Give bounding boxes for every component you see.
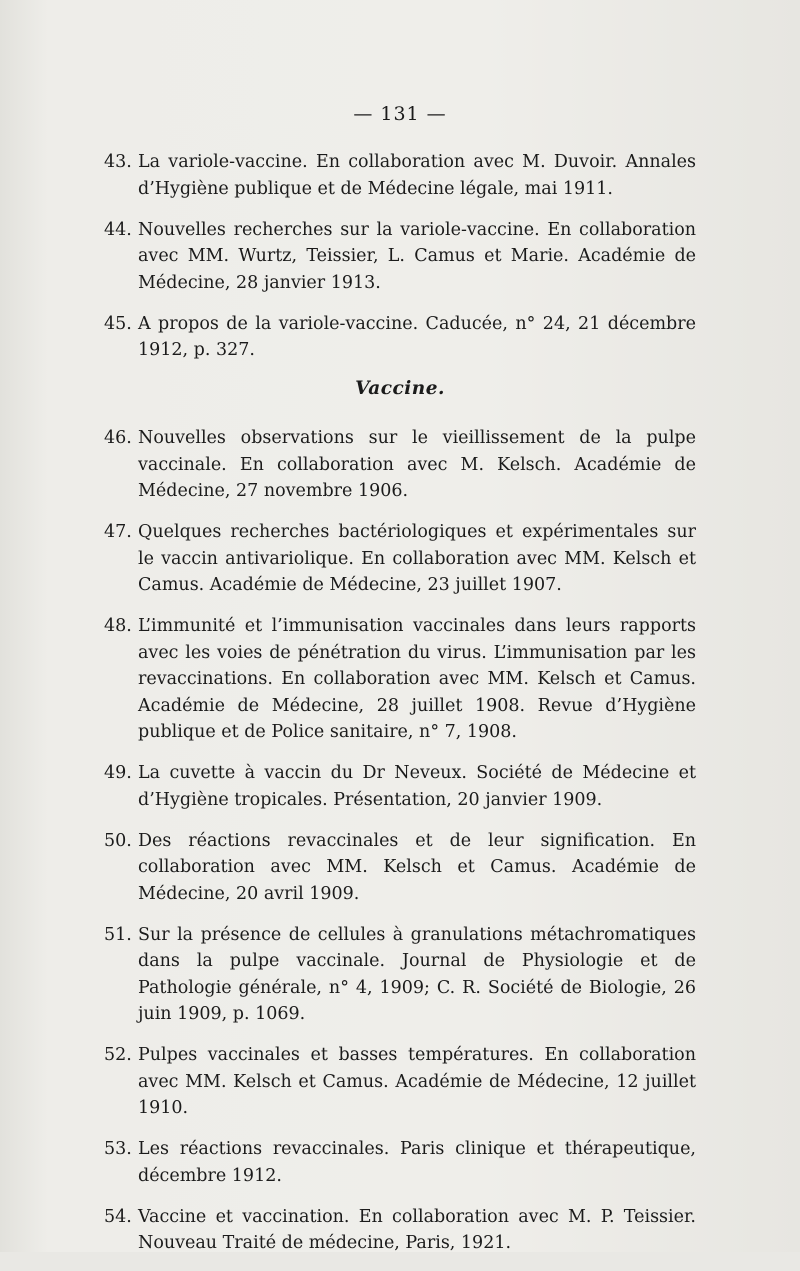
bibliography-entry <box>104 613 696 746</box>
bibliography-entry <box>104 760 696 813</box>
entry-text: Sur la présence de cellules à granulations métachromatiques dans la pulpe vaccinale. Journal de Physiologie et de Pathologie générale, n° 4, 1909; C. R. Société de Biologie, 26 juin 1909, p. 1069. <box>138 924 696 1024</box>
entry-number: 50. <box>104 830 132 851</box>
entry-text: Quelques recherches bactériologiques et expérimentales sur le vaccin antivariolique. En collaboration avec MM. Kelsch et Camus. Académie de Médecine, 23 juillet 1907. <box>138 522 696 595</box>
entry-text: Les réactions revaccinales. Paris clinique et thérapeutique, décembre 1912. <box>138 1139 696 1186</box>
entry-text: Pulpes vaccinales et basses températures. En collaboration avec MM. Kelsch et Camus. Académie de Médecine, 12 juillet 1910. <box>138 1045 696 1118</box>
entry-text: L’immunité et l’immunisation vaccinales dans leurs rapports avec les voies de pénétration du virus. L’immunisation par les revaccinations. En collaboration avec MM. Kelsch et Camus. Académie de Médecine, 28 juillet 1908. Revue d’Hygiène publique et de Police sanitaire, n° 7, 1908. <box>138 616 696 742</box>
entry-text: La cuvette à vaccin du Dr Neveux. Société de Médecine et d’Hygiène tropicales. Présentation, 20 janvier 1909. <box>138 763 696 810</box>
entry-number: 43. <box>104 152 132 172</box>
bibliography-entry <box>104 1136 696 1189</box>
section-heading: Vaccine. <box>355 378 445 399</box>
entry-number: 53. <box>104 1139 132 1159</box>
entry-number: 44. <box>104 219 132 240</box>
entry-text: Vaccine et vaccination. En collaboration avec M. P. Teissier. Nouveau Traité de médecine, Paris, 1921. <box>138 1206 696 1253</box>
entry-number: 45. <box>104 313 132 334</box>
bibliography-entry <box>104 1042 696 1122</box>
entry-number: 51. <box>104 924 132 945</box>
bibliography-entry <box>104 311 696 364</box>
entry-number: 52. <box>104 1045 132 1065</box>
bibliography-entry <box>104 217 696 297</box>
bibliography-entry <box>104 1204 696 1257</box>
entry-number: 46. <box>104 428 132 448</box>
entry-text: Nouvelles observations sur le vieillissement de la pulpe vaccinale. En collaboration avec M. Kelsch. Académie de Médecine, 27 novembre 1906. <box>138 428 696 501</box>
entry-number: 48. <box>104 616 132 636</box>
bibliography-entry <box>104 922 696 1028</box>
bibliography-list <box>104 149 696 1271</box>
entry-text: Nouvelles recherches sur la variole-vaccine. En collaboration avec MM. Wurtz, Teissier, L. Camus et Marie. Académie de Médecine, 28 janvier 1913. <box>138 219 696 293</box>
entry-number: 47. <box>104 522 132 542</box>
entry-number: 49. <box>104 763 132 783</box>
bibliography-entry <box>104 828 696 908</box>
entry-text: Des réactions revaccinales et de leur signification. En collaboration avec MM. Kelsch et Camus. Académie de Médecine, 20 avril 1909. <box>138 830 696 904</box>
bibliography-entry <box>104 149 696 202</box>
entry-text: La variole-vaccine. En collaboration avec M. Duvoir. Annales d’Hygiène publique et de Médecine légale, mai 1911. <box>138 152 696 199</box>
entry-text: A propos de la variole-vaccine. Caducée, n° 24, 21 décembre 1912, p. 327. <box>138 313 696 360</box>
bibliography-entry <box>104 425 696 505</box>
entry-number: 54. <box>104 1206 132 1227</box>
page-number: — 131 — <box>353 103 447 125</box>
bibliography-entry <box>104 519 696 599</box>
